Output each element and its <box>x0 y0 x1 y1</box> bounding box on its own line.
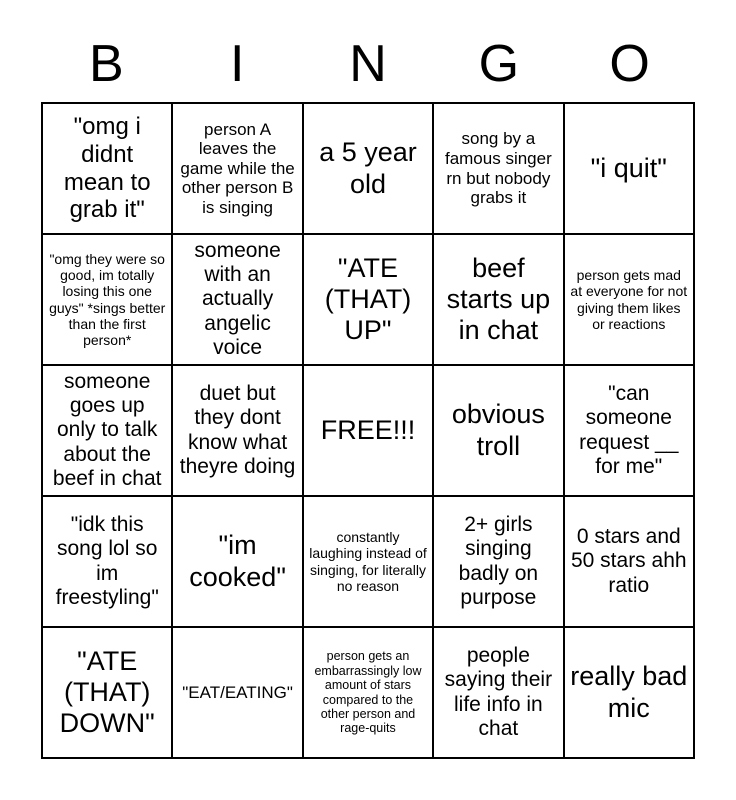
bingo-cell[interactable]: "omg they were so good, im totally losing this one guys" *sings better than the first person* <box>42 234 172 365</box>
bingo-cell[interactable]: song by a famous singer rn but nobody grabs it <box>433 103 563 234</box>
bingo-cell[interactable]: "can someone request __ for me" <box>564 365 694 496</box>
bingo-cell-free[interactable]: FREE!!! <box>303 365 433 496</box>
bingo-cell[interactable]: "ATE (THAT) UP" <box>303 234 433 365</box>
bingo-cell[interactable]: duet but they dont know what theyre doing <box>172 365 302 496</box>
bingo-cell[interactable]: really bad mic <box>564 627 694 758</box>
bingo-cell[interactable]: people saying their life info in chat <box>433 627 563 758</box>
bingo-row <box>42 103 694 234</box>
bingo-header-letter-g: G <box>478 35 520 93</box>
bingo-cell[interactable]: 0 stars and 50 stars ahh ratio <box>564 496 694 627</box>
bingo-cell[interactable]: person gets mad at everyone for not giving them likes or reactions <box>564 234 694 365</box>
bingo-cell[interactable]: 2+ girls singing badly on purpose <box>433 496 563 627</box>
bingo-grid <box>41 102 695 759</box>
bingo-row <box>42 234 694 365</box>
bingo-cell[interactable]: beef starts up in chat <box>433 234 563 365</box>
bingo-header <box>41 34 695 94</box>
bingo-cell[interactable]: constantly laughing instead of singing, for literally no reason <box>303 496 433 627</box>
bingo-header-letter-i: I <box>229 35 245 93</box>
bingo-header-letter-b: B <box>89 35 124 93</box>
bingo-header-letter-o: O <box>609 35 650 93</box>
bingo-row <box>42 496 694 627</box>
bingo-cell[interactable]: "i quit" <box>564 103 694 234</box>
bingo-cell[interactable]: someone with an actually angelic voice <box>172 234 302 365</box>
bingo-cell[interactable]: person A leaves the game while the other person B is singing <box>172 103 302 234</box>
bingo-cell[interactable]: person gets an embarrassingly low amount of stars compared to the other person and rage-quits <box>303 627 433 758</box>
bingo-cell[interactable]: "im cooked" <box>172 496 302 627</box>
bingo-row <box>42 627 694 758</box>
bingo-header-letter-n: N <box>349 35 387 93</box>
bingo-cell[interactable]: "idk this song lol so im freestyling" <box>42 496 172 627</box>
bingo-cell[interactable]: obvious troll <box>433 365 563 496</box>
bingo-cell[interactable]: "EAT/EATING" <box>172 627 302 758</box>
bingo-row <box>42 365 694 496</box>
bingo-cell[interactable]: someone goes up only to talk about the beef in chat <box>42 365 172 496</box>
bingo-cell[interactable]: a 5 year old <box>303 103 433 234</box>
bingo-cell[interactable]: "omg i didnt mean to grab it" <box>42 103 172 234</box>
bingo-cell[interactable]: "ATE (THAT) DOWN" <box>42 627 172 758</box>
